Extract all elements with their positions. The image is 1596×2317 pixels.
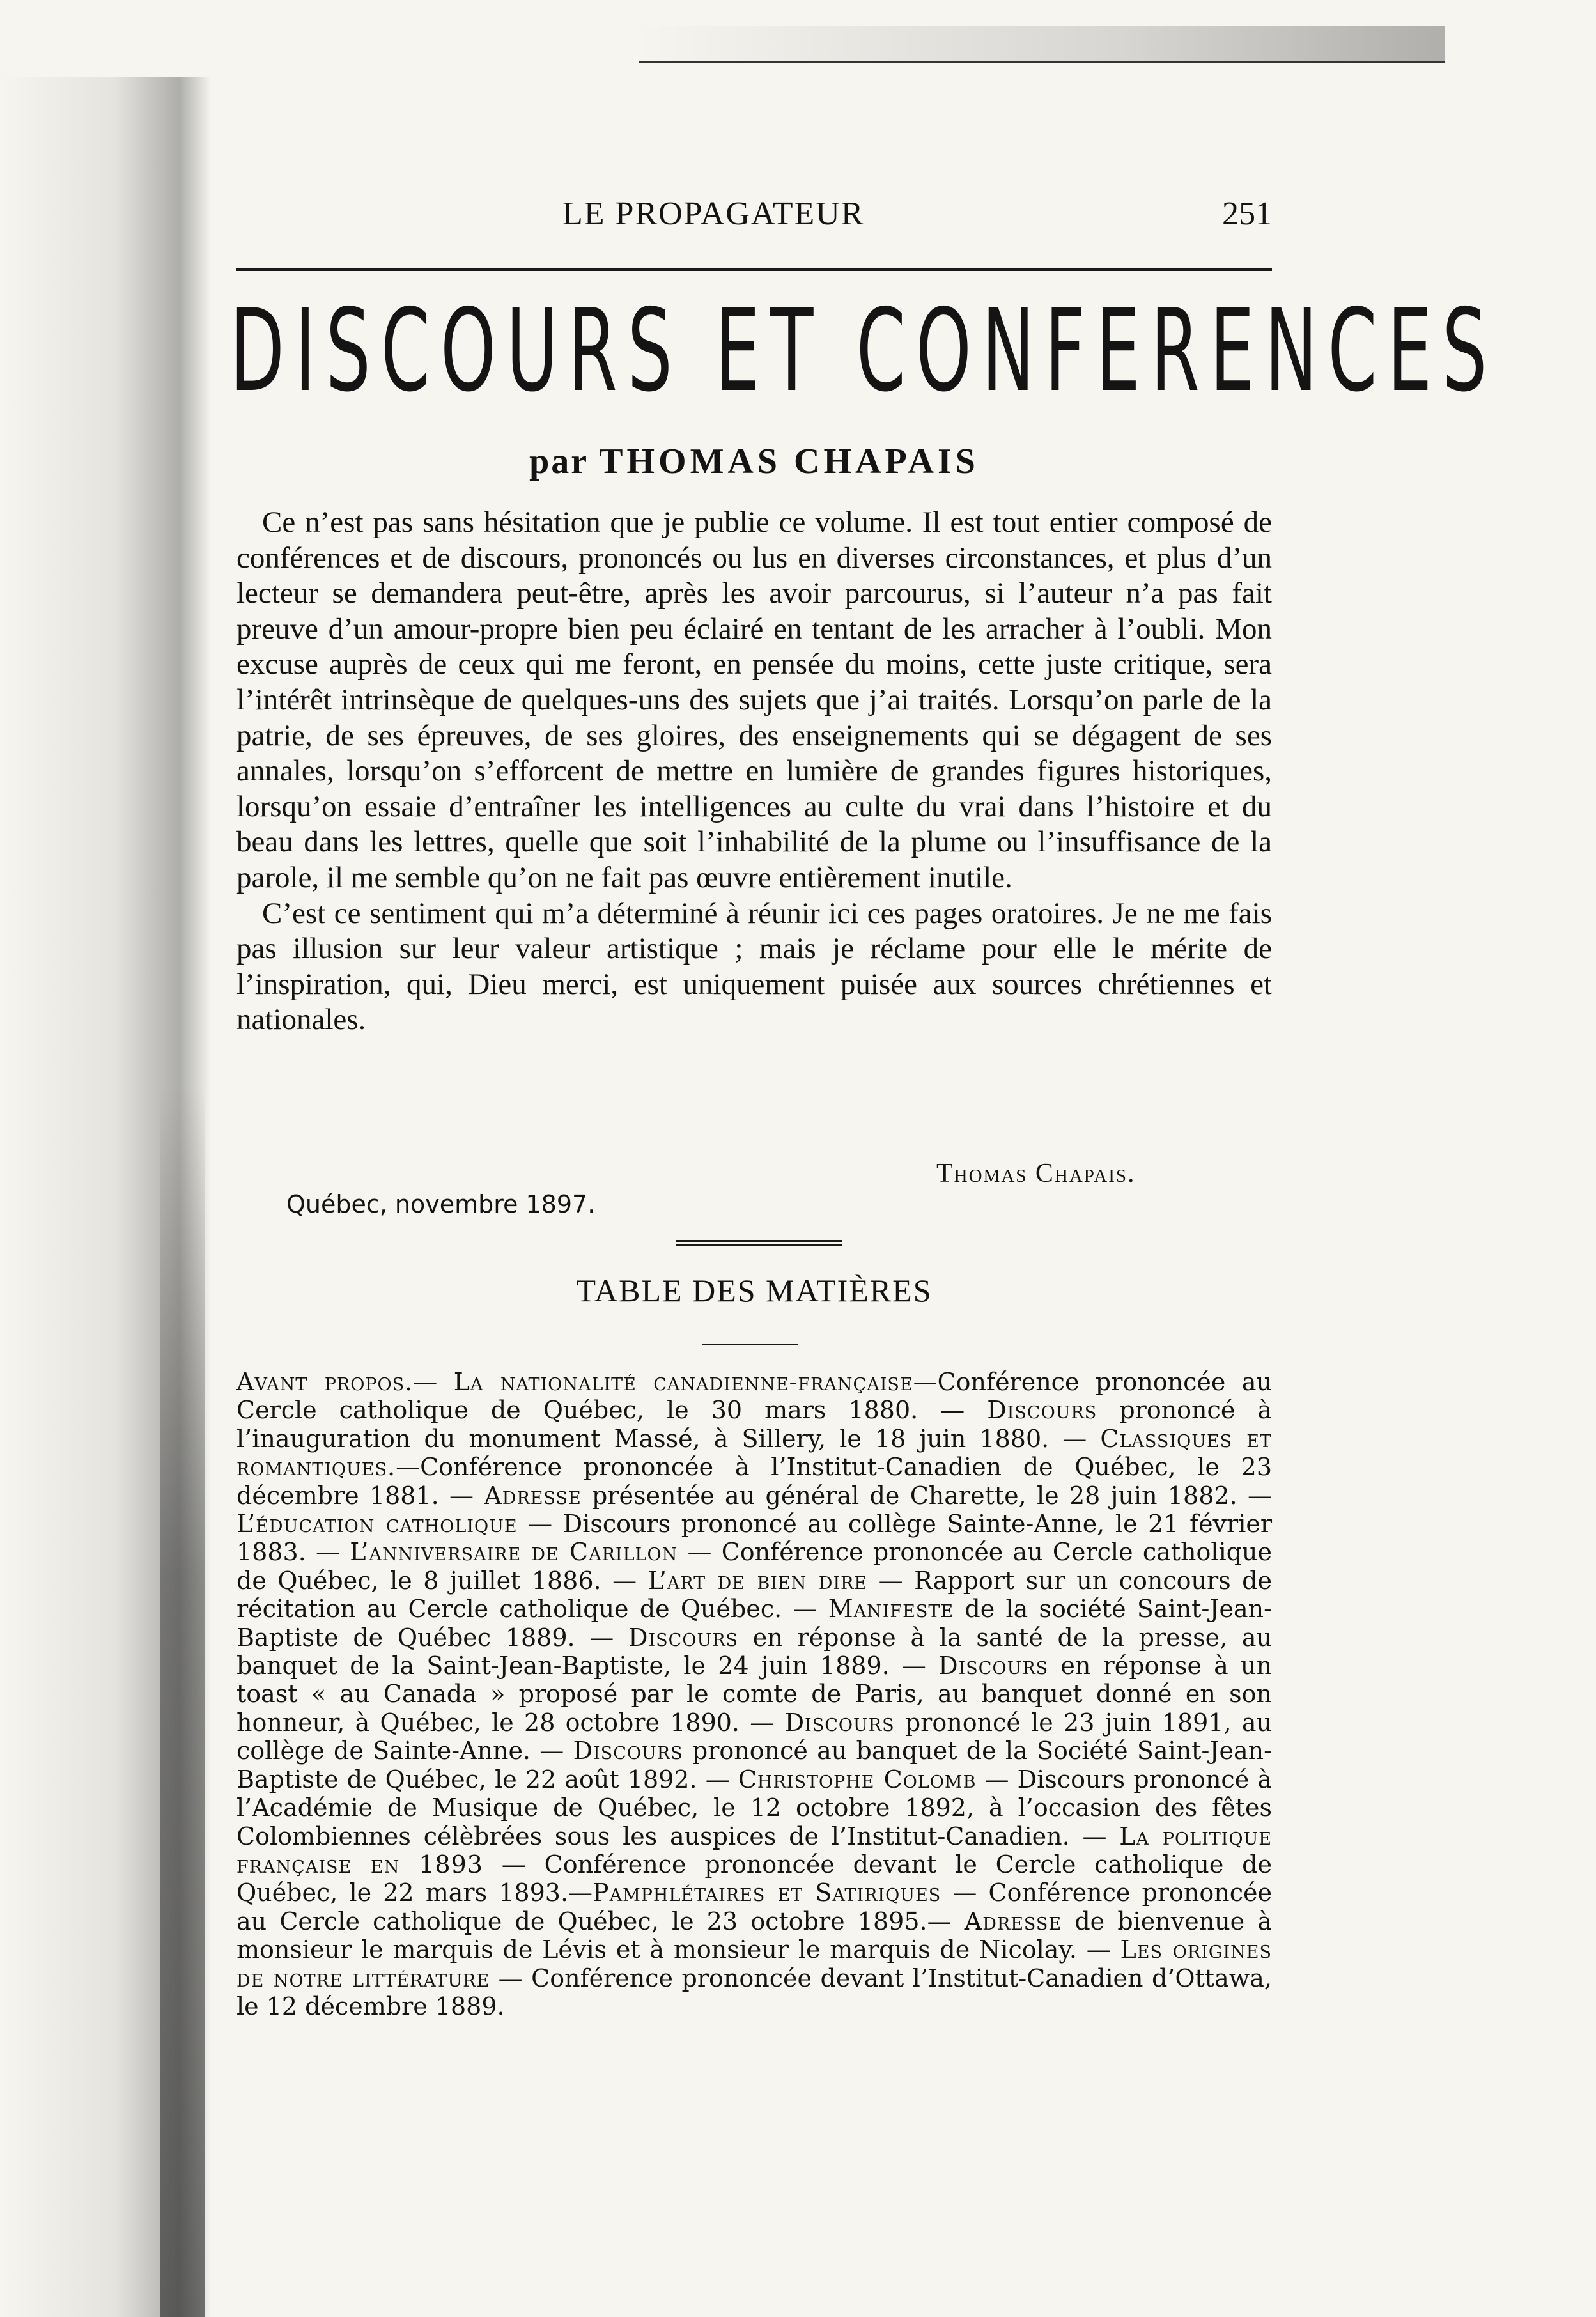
toc-entry-label: L’anniversaire de Carillon <box>350 1538 678 1567</box>
running-title: LE PROPAGATEUR <box>562 196 865 232</box>
toc-entry-label: Manifeste <box>828 1595 954 1623</box>
toc-entry-text: — Conférence prononcée au Cercle catholique de Québec, le 23 octobre 1895.— <box>236 1879 1272 1935</box>
toc-entry-label: La politique française en 1893 <box>236 1822 1273 1879</box>
scan-edge-noise <box>639 26 1445 63</box>
toc-heading-rule <box>702 1344 798 1345</box>
toc-entry-text: — Discours prononcé au collège Sainte-Anne, le 21 février 1883. — <box>236 1510 1273 1567</box>
preface-paragraph-1: Ce n’est pas sans hésitation que je publie ce volume. Il est tout entier composé de conférences et de discours, prononcés ou lus en diverses circonstances, et plus d’un lecteur se demandera peut-être, après les avoir parcourus, si l’auteur n’a pas fait preuve d’un amour-propre bien peu éclairé en tentant de les arracher à l’oubli. Mon excuse auprès de ceux qui me feront, en pensée du moins, cette juste critique, sera l’intérêt intrinsèque de quelques-uns des sujets que j’ai traités. Lorsqu’on parle de la patrie, de ses épreuves, de ses gloires, des enseignements qui se dégagent de ses annales, lorsqu’on s’efforcent de mettre en lumière de grandes figures historiques, lorsqu’on essaie d’entraîner les intelligences au culte du vrai dans l’histoire et du beau dans les lettres, quelle que soit l’inhabilité de la plume ou l’insuffisance de la parole, il me semble qu’on ne fait pas œuvre entièrement inutile. <box>236 506 1272 894</box>
preface-paragraph-2: C’est ce sentiment qui m’a déterminé à réunir ici ces pages oratoires. Je ne me fais pas illusion sur leur valeur artistique ; mais je réclame pour elle le mérite de l’inspiration, qui, Dieu merci, est uniquement puisée aux sources chrétiennes et nationales. <box>236 896 1272 1037</box>
byline-prefix: par <box>529 442 589 481</box>
preface-signature: Thomas Chapais. <box>936 1159 1136 1188</box>
toc-entry-text: de bienvenue à monsieur le marquis de Lévis et à monsieur le marquis de Nicolay. — <box>236 1907 1272 1964</box>
toc-entry-text: en réponse à la santé de la presse, au banquet de la Saint-Jean-Baptiste, le 24 juin 1889. — <box>236 1623 1272 1680</box>
toc-entry-text: — Conférence prononcée au Cercle catholique de Québec, le 8 juillet 1886. — <box>236 1538 1272 1595</box>
toc-entry-label: Classiques et romantiques. <box>236 1424 1272 1482</box>
main-title-text: DISCOURS ET CONFERENCES <box>230 284 1498 417</box>
toc-entry-label: Les origines de notre littérature <box>236 1935 1272 1992</box>
toc-body <box>236 1368 1272 2020</box>
toc-entry-text: prononcé à l’inauguration du monument Massé, à Sillery, le 18 juin 1880. — <box>236 1396 1272 1453</box>
toc-entry-text: —Conférence prononcée à l’Institut-Canadien de Québec, le 23 décembre 1881. — <box>236 1453 1272 1510</box>
toc-entry-label: Discours <box>938 1652 1049 1680</box>
toc-entry-label: Discours <box>573 1737 683 1765</box>
toc-entry-label: Adresse <box>964 1907 1062 1935</box>
toc-entry-text: — Conférence prononcée devant le Cercle catholique de Québec, le 22 mars 1893.— <box>236 1850 1272 1907</box>
toc-entry-text: — Rapport sur un concours de récitation au Cercle catholique de Québec. — <box>236 1566 1272 1623</box>
preface-dateline: Québec, novembre 1897. <box>286 1190 596 1218</box>
binding-shadow-lower <box>160 1087 205 2317</box>
toc-entry-label: Discours <box>987 1396 1097 1425</box>
byline <box>230 441 1278 482</box>
toc-entry-text: présentée au général de Charette, le 28 juin 1882. — <box>581 1481 1272 1510</box>
toc-entry-label: La nationalité canadienne-française <box>453 1368 913 1396</box>
page-number: 251 <box>1222 196 1272 232</box>
toc-entry-label: Discours <box>784 1708 895 1737</box>
toc-entry-text: prononcé au banquet de la Société Saint-Jean-Baptiste de Québec, le 22 août 1892. — <box>236 1737 1272 1794</box>
toc-entry-text: de la société Saint-Jean-Baptiste de Québec 1889. — <box>236 1595 1272 1652</box>
toc-entry-text: en réponse à un toast « au Canada » proposé par le comte de Paris, au banquet donné en son honneur, à Québec, le 28 octobre 1890. — <box>236 1652 1272 1737</box>
section-divider <box>676 1240 842 1246</box>
toc-entry-label: L’éducation catholique <box>236 1510 518 1538</box>
toc-entry-label: Adresse <box>484 1481 582 1510</box>
toc-entry-label: Avant propos. <box>236 1368 414 1396</box>
main-title <box>230 284 1498 417</box>
running-header <box>236 195 1272 246</box>
byline-author: THOMAS CHAPAIS <box>599 442 979 481</box>
toc-heading: TABLE DES MATIÈRES <box>576 1273 933 1308</box>
toc-entry-label: Discours <box>628 1623 739 1652</box>
toc-entry-label: Christophe Colomb <box>738 1765 977 1794</box>
toc-entry-label: L’art de bien dire <box>647 1566 868 1595</box>
toc-entry-text: — <box>413 1368 454 1396</box>
toc-entry-text: prononcé le 23 juin 1891, au collège de Sainte-Anne. — <box>236 1708 1272 1765</box>
header-rule <box>236 268 1272 271</box>
preface <box>236 505 1272 1038</box>
toc-entry-text: — Conférence prononcée devant l’Institut-Canadien d’Ottawa, le 12 décembre 1889. <box>236 1964 1272 2020</box>
toc-entry-label: Pamphlétaires et Satiriques <box>593 1879 941 1907</box>
toc-entry-text: —Conférence prononcée au Cercle catholique de Québec, le 30 mars 1880. — <box>236 1368 1272 1425</box>
toc-entry-text: — Discours prononcé à l’Académie de Musique de Québec, le 12 octobre 1892, à l’occasion des fêtes Colombiennes célèbrées sous les auspices de l’Institut-Canadien. — <box>236 1765 1272 1850</box>
